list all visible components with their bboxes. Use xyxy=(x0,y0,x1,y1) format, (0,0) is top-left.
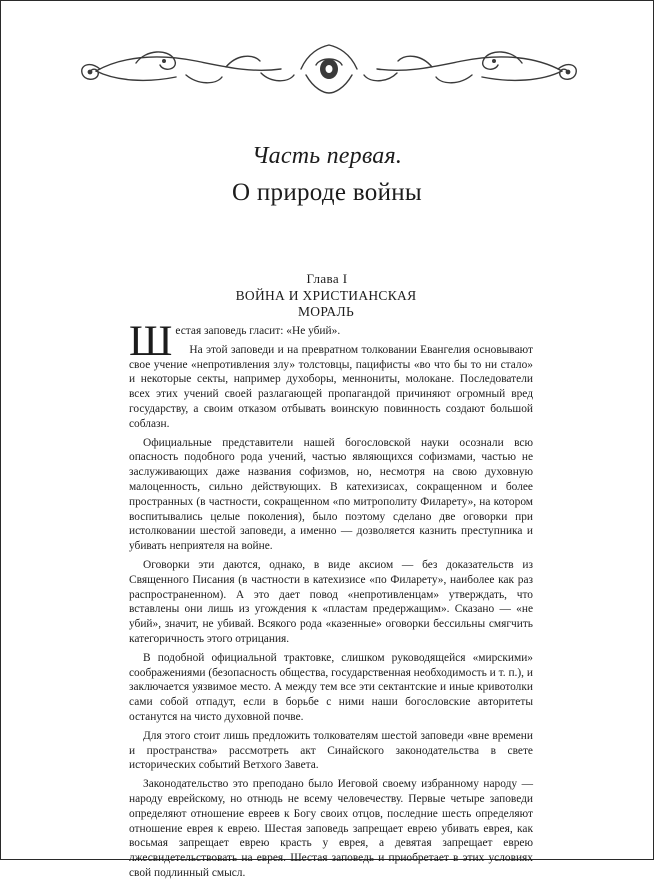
paragraph-1: На этой заповеди и на превратном толковании Евангелия основывают свое учение «непротивления злу» толстовцы, пацифисты «во что бы то ни стало» и некоторые секты, например духоборы, меннониты, молокане. Последователи всех этих учений своей разлагающей пропагандой причиняют огромный вред государству, а своим отказом отбывать воинскую повинность создают большой соблазн. xyxy=(129,343,533,430)
book-title: О природе войны xyxy=(231,179,423,206)
paragraph-6: Законодательство это преподано было Иеговой своему избранному народу — народу еврейскому, но отнюдь не всему человечеству. Первые четыре заповеди определяют отношение евреев к Богу своих отцов, последние шесть определяют отношение еврея к еврею. Шестая заповедь запрещает еврею убивать еврея, как восьмая запрещает еврею красть у еврея, а девятая запрещает еврею лжесвидетельствовать на еврея. Шестая заповедь и приобретает в этих условиях свой подлинный смысл. xyxy=(129,778,533,879)
paragraph-3: Оговорки эти даются, однако, в виде аксиом — без доказательств из Священного Писания (в частности в катехизисе «по Филарету», наиболее как раз распространенном). А это дает повод «непротивленцам» утверждать, что вставлены они лишь из угождения к «пластам предержащим». Сказано — «не убий», значит, не убивай. Всякого рода «казенные» оговорки бессильны смягчить категоричность этого отрицания. xyxy=(129,558,533,645)
chapter-label: Глава I xyxy=(306,271,348,286)
part-title: Часть первая. xyxy=(251,143,403,169)
drop-cap: Ш xyxy=(129,318,173,365)
first-paragraph xyxy=(129,318,533,365)
first-sentence: естая заповедь гласит: «Не убий». xyxy=(175,325,341,337)
paragraph-5: Для этого стоит лишь предложить толкователям шестой заповеди «вне времени и пространства» рассмотреть акт Синайского законодательства в свете исторических событий Ветхого Завета. xyxy=(129,729,533,772)
chapter-title: ВОЙНА И ХРИСТИАНСКАЯ МОРАЛЬ xyxy=(235,288,417,319)
paragraph-4: В подобной официальной трактовке, слишком руководящейся «мирскими» соображениями (безопасность общества, государственная необходимость и т. п.), и заключается уязвимое место. А между тем все эти сектантские и иные кривотолки сами собой отпадут, если в борьбе с ними наши богословские авторитеты останутся на чисто духовной почве. xyxy=(129,651,533,723)
baroque-scroll-ornament-icon xyxy=(76,39,582,97)
body-text xyxy=(129,318,533,885)
paragraph-2: Официальные представители нашей богословской науки осознали всю опасность подобного рода учений, частью являющихся софизмами, частью не заслуживающих даже названия софизмов, но, несмотря на свою духовную малоценность, сильно действующих. В катехизисах, сокращенном и более пространных (в частности, сокращенном «по митрополиту Филарету», на котором воспитывались целые поколения), было поэтому сделано две оговорки при истолковании шестой заповеди, а именно — дозволяется казнить преступника и убивать неприятеля на войне. xyxy=(129,436,533,553)
